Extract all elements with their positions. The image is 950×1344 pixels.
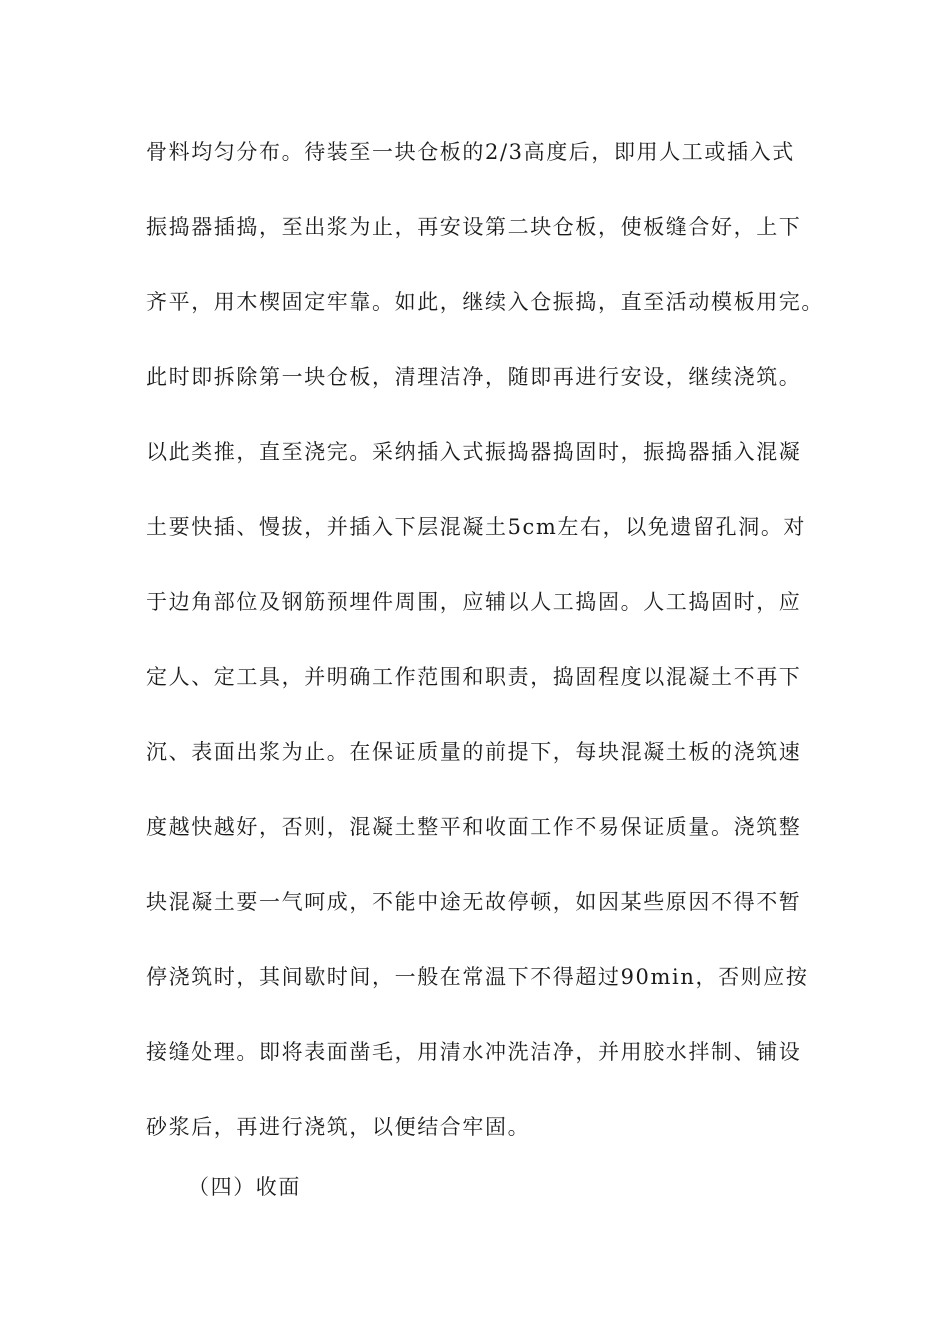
paragraph-line-10: 度越快越好，否则，混凝土整平和收面工作不易保证质量。浇筑整 (146, 815, 802, 839)
paragraph-line-8: 定人、定工具，并明确工作范围和职责，捣固程度以混凝土不再下 (146, 665, 802, 689)
paragraph-line-12: 停浇筑时，其间歇时间，一般在常温下不得超过90min，否则应按 (146, 965, 809, 989)
paragraph-line-9: 沉、表面出浆为止。在保证质量的前提下，每块混凝土板的浇筑速 (146, 740, 802, 764)
paragraph-line-1: 骨料均匀分布。待装至一块仓板的2/3高度后，即用人工或插入式 (146, 140, 795, 164)
paragraph-line-2: 振捣器插捣，至出浆为止，再安设第二块仓板，使板缝合好，上下 (146, 215, 802, 239)
paragraph-line-3: 齐平，用木楔固定牢靠。如此，继续入仓振捣，直至活动模板用完。 (146, 290, 824, 314)
paragraph-line-11: 块混凝土要一气呵成，不能中途无故停顿，如因某些原因不得不暂 (146, 890, 802, 914)
paragraph-line-5: 以此类推，直至浇完。采纳插入式振捣器捣固时，振捣器插入混凝 (146, 440, 802, 464)
paragraph-line-13: 接缝处理。即将表面凿毛，用清水冲洗洁净，并用胶水拌制、铺设 (146, 1040, 802, 1064)
section-heading: （四）收面 (188, 1175, 301, 1199)
paragraph-line-4: 此时即拆除第一块仓板，清理洁净，随即再进行安设，继续浇筑。 (146, 365, 802, 389)
paragraph-line-7: 于边角部位及钢筋预埋件周围，应辅以人工捣固。人工捣固时，应 (146, 590, 802, 614)
paragraph-line-6: 土要快插、慢拔，并插入下层混凝土5cm左右，以免遗留孔洞。对 (146, 515, 807, 539)
paragraph-line-14: 砂浆后，再进行浇筑，以便结合牢固。 (146, 1115, 531, 1139)
